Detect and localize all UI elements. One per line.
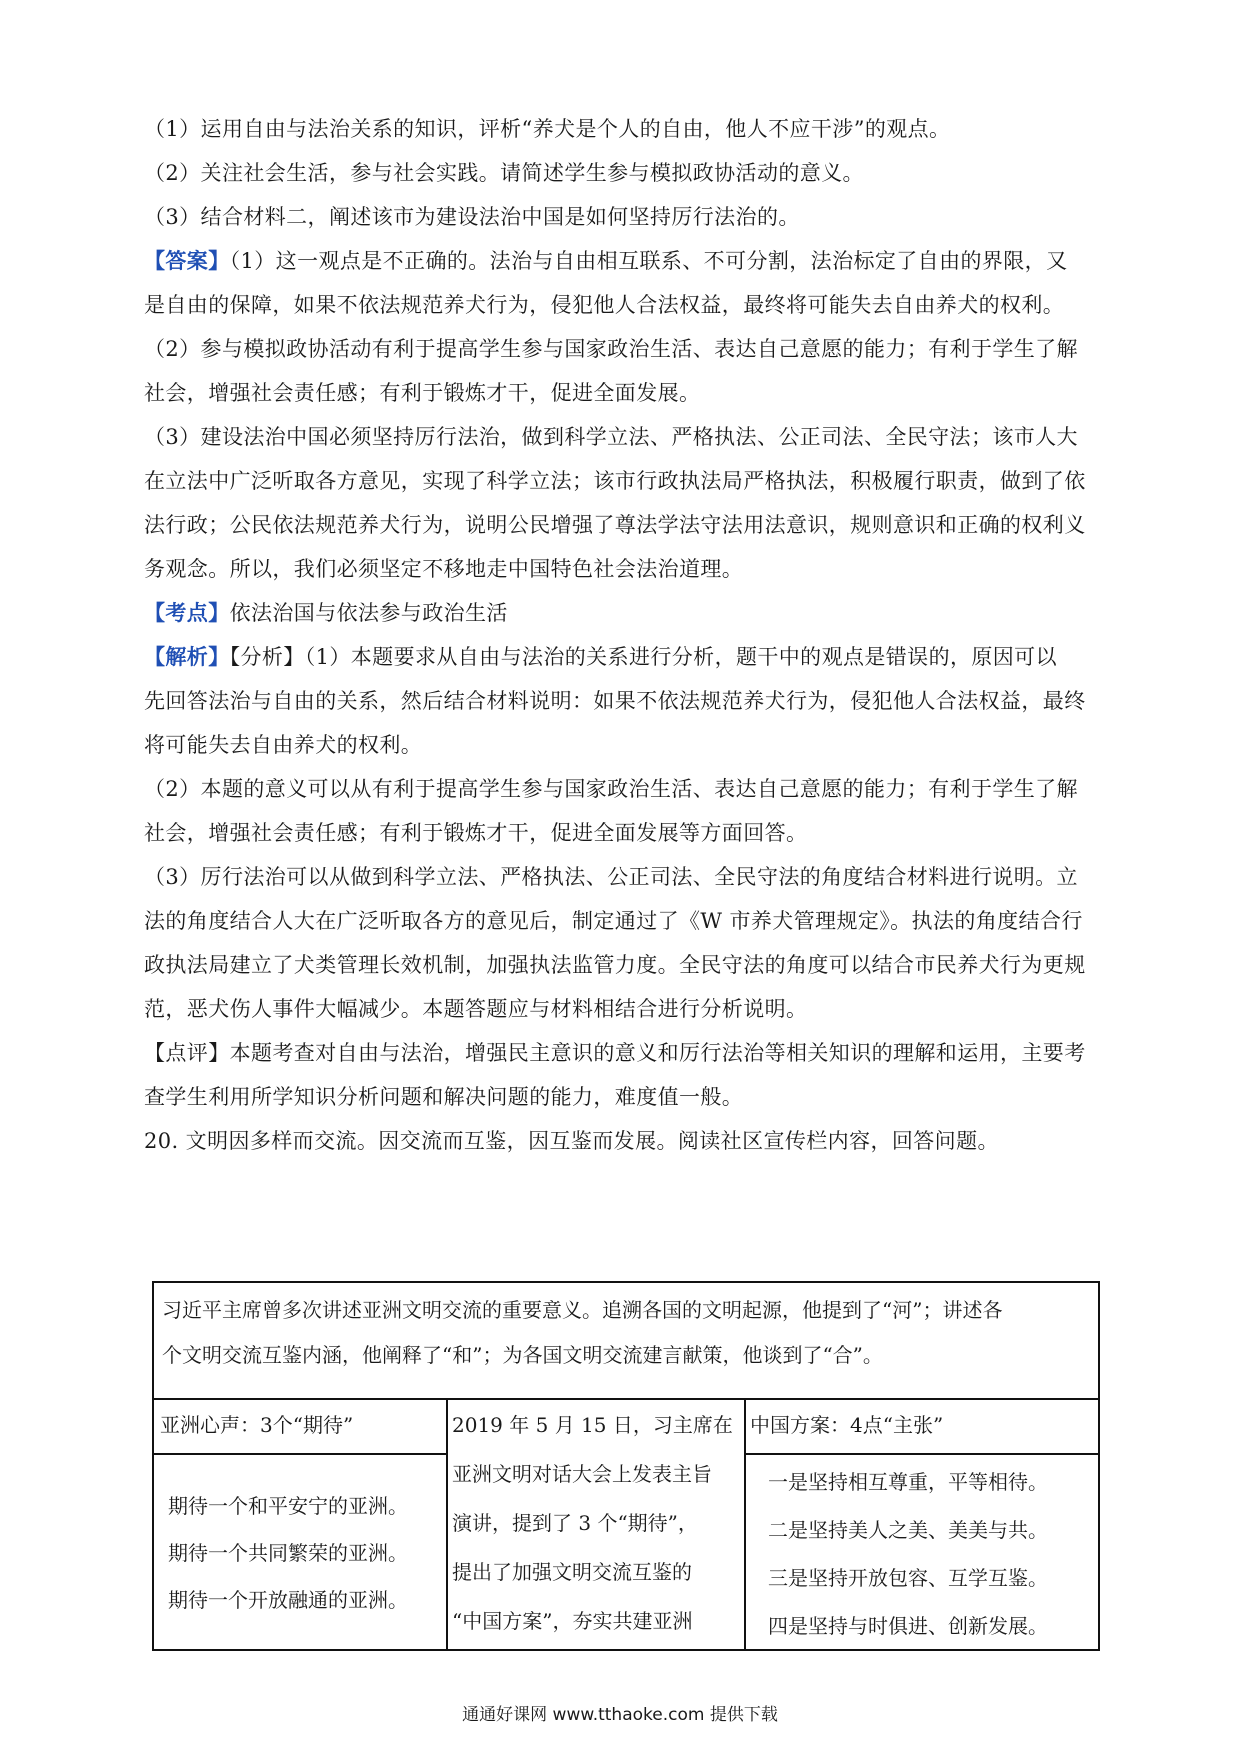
table-intro-line-2: 个文明交流互鉴内涵，他阐释了“和”；为各国文明交流建言献策，他谈到了“合”。 [162, 1343, 883, 1367]
question-3: （3）结合材料二，阐述该市为建设法治中国是如何坚持厉行法治的。 [144, 205, 800, 229]
answer-line-5: （3）建设法治中国必须坚持厉行法治，做到科学立法、严格执法、公正司法、全民守法；该市人大 [144, 425, 1078, 449]
jiexi-line-1 [144, 642, 1104, 672]
right-column-header: 中国方案：4点“主张” [750, 1413, 944, 1437]
answer-line-6: 在立法中广泛听取各方意见，实现了科学立法；该市行政执法局严格执法，积极履行职责，做到了依 [144, 469, 1086, 493]
answer-line-4: 社会，增强社会责任感；有利于锻炼才干，促进全面发展。 [144, 381, 701, 405]
answer-line-2: 是自由的保障，如果不依法规范养犬行为，侵犯他人合法权益，最终将可能失去自由养犬的权利。 [144, 293, 1065, 317]
answer-line-1 [144, 246, 1104, 276]
right-item: 四是坚持与时俱进、创新发展。 [768, 1614, 1048, 1638]
table-divider [744, 1453, 1098, 1455]
middle-line: 2019 年 5 月 15 日，习主席在 [452, 1413, 733, 1437]
left-item: 期待一个开放融通的亚洲。 [168, 1588, 408, 1612]
question-2: （2）关注社会生活，参与社会实践。请简述学生参与模拟政协活动的意义。 [144, 161, 864, 185]
left-item: 期待一个共同繁荣的亚洲。 [168, 1541, 408, 1565]
table-divider [154, 1398, 1098, 1400]
answer-line-3: （2）参与模拟政协活动有利于提高学生参与国家政治生活、表达自己意愿的能力；有利于学生了解 [144, 337, 1078, 361]
question-1: （1）运用自由与法治关系的知识，评析“养犬是个人的自由，他人不应干涉”的观点。 [144, 117, 951, 141]
left-item: 期待一个和平安宁的亚洲。 [168, 1494, 408, 1518]
jiexi-tag: 【解析】 [144, 644, 230, 669]
table-intro-line-1: 习近平主席曾多次讲述亚洲文明交流的重要意义。追溯各国的文明起源，他提到了“河”；讲述各 [162, 1298, 1003, 1322]
question-20: 20. 文明因多样而交流。因交流而互鉴，因互鉴而发展。阅读社区宣传栏内容，回答问题。 [144, 1129, 999, 1153]
right-item: 一是坚持相互尊重，平等相待。 [768, 1470, 1048, 1494]
jiexi-text: 【分析】（1）本题要求从自由与法治的关系进行分析，题干中的观点是错误的，原因可以 [229, 645, 1057, 669]
jiexi-line-3: 将可能失去自由养犬的权利。 [144, 733, 423, 757]
page-footer: 通通好课网 www.tthaoke.com 提供下载 [462, 1705, 778, 1725]
jiexi-line-7: 法的角度结合人大在广泛听取各方的意见后，制定通过了《W 市养犬管理规定》。执法的角度结合行 [144, 909, 1083, 933]
kaodian-line [144, 598, 1104, 628]
right-item: 二是坚持美人之美、美美与共。 [768, 1518, 1048, 1542]
middle-line: 提出了加强文明交流互鉴的 [452, 1560, 692, 1584]
jiexi-line-4: （2）本题的意义可以从有利于提高学生参与国家政治生活、表达自己意愿的能力；有利于学生了解 [144, 777, 1078, 801]
middle-line: 演讲，提到了 3 个“期待”， [452, 1511, 698, 1535]
jiexi-line-2: 先回答法治与自由的关系，然后结合材料说明：如果不依法规范养犬行为，侵犯他人合法权益，最终 [144, 689, 1086, 713]
jiexi-line-5: 社会，增强社会责任感；有利于锻炼才干，促进全面发展等方面回答。 [144, 821, 808, 845]
kaodian-text: 依法治国与依法参与政治生活 [229, 601, 508, 625]
right-item: 三是坚持开放包容、互学互鉴。 [768, 1566, 1048, 1590]
middle-line: 亚洲文明对话大会上发表主旨 [452, 1462, 712, 1486]
dianping-line-2: 查学生利用所学知识分析问题和解决问题的能力，难度值一般。 [144, 1085, 744, 1109]
table-divider [744, 1398, 746, 1649]
answer-tag: 【答案】 [144, 248, 230, 273]
jiexi-line-8: 政执法局建立了犬类管理长效机制，加强执法监管力度。全民守法的角度可以结合市民养犬行为更规 [144, 953, 1086, 977]
answer-line-7: 法行政；公民依法规范养犬行为，说明公民增强了尊法学法守法用法意识，规则意识和正确的权利义 [144, 513, 1086, 537]
middle-line: “中国方案”，夯实共建亚洲 [452, 1609, 693, 1633]
kaodian-tag: 【考点】 [144, 600, 230, 625]
table-divider [446, 1398, 448, 1649]
community-board-table [152, 1281, 1100, 1651]
jiexi-line-6: （3）厉行法治可以从做到科学立法、严格执法、公正司法、全民守法的角度结合材料进行说明。立 [144, 865, 1078, 889]
answer-text: （1）这一观点是不正确的。法治与自由相互联系、不可分割，法治标定了自由的界限，又 [229, 249, 1068, 273]
left-column-header: 亚洲心声：3个“期待” [160, 1413, 354, 1437]
table-divider [154, 1453, 446, 1455]
answer-line-8: 务观念。所以，我们必须坚定不移地走中国特色社会法治道理。 [144, 557, 744, 581]
jiexi-line-9: 范，恶犬伤人事件大幅减少。本题答题应与材料相结合进行分析说明。 [144, 997, 808, 1021]
dianping-line-1: 【点评】本题考查对自由与法治，增强民主意识的意义和厉行法治等相关知识的理解和运用，主要考 [144, 1041, 1086, 1065]
